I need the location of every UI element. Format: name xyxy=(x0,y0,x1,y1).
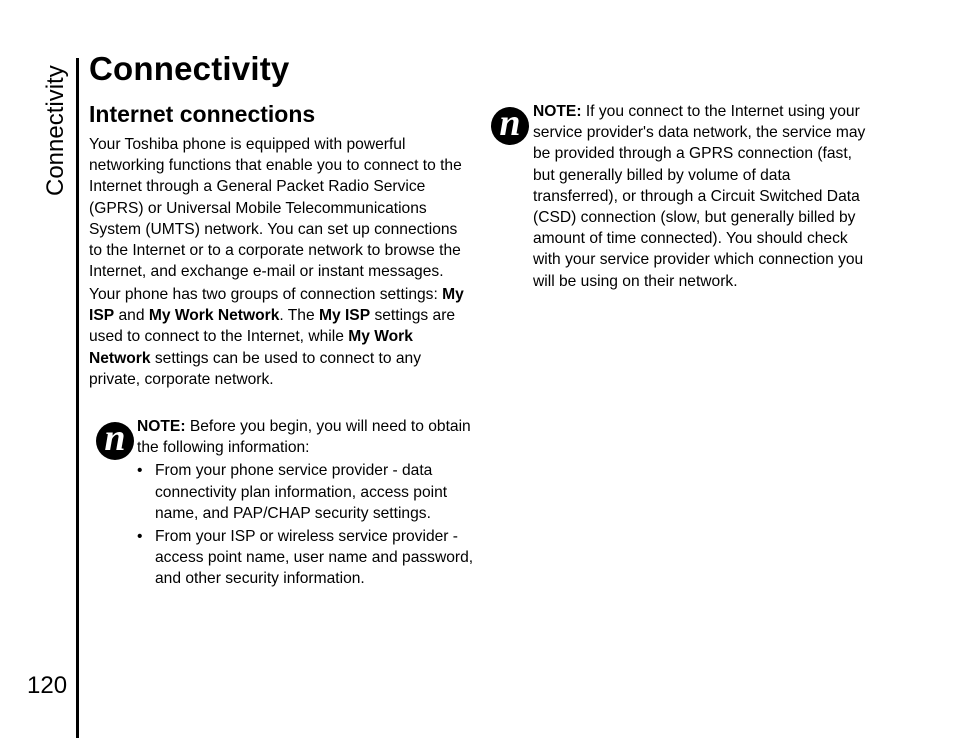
note-intro xyxy=(137,416,476,458)
settings-paragraph xyxy=(89,284,471,390)
note-body xyxy=(533,101,871,292)
note-label: NOTE: xyxy=(137,418,186,435)
settings-text-4: settings are used to connect to the Internet, while xyxy=(89,307,456,346)
left-column xyxy=(89,134,471,391)
side-rule xyxy=(76,58,79,738)
note-service-provider xyxy=(491,101,871,292)
page-number: 120 xyxy=(27,672,68,699)
note-icon: n xyxy=(96,422,134,460)
list-item-text: From your ISP or wireless service provider - access point name, user name and password, and other security information. xyxy=(155,528,474,588)
note-label: NOTE: xyxy=(533,103,582,120)
list-item xyxy=(137,460,476,524)
section-heading: Internet connections xyxy=(89,101,316,127)
bullet-icon: • xyxy=(137,528,143,546)
side-chapter-label: Connectivity xyxy=(42,65,69,196)
requirements-list xyxy=(137,460,476,589)
my-work-network-term: My Work Network xyxy=(148,307,280,325)
my-work-network-term: My Work Network xyxy=(89,328,413,367)
bullet-icon: • xyxy=(137,462,143,480)
note-icon: n xyxy=(491,107,529,145)
my-isp-term: My ISP xyxy=(318,307,371,325)
page-title: Connectivity xyxy=(89,50,290,87)
note-before-you-begin xyxy=(96,416,476,592)
note-paragraph xyxy=(533,101,871,292)
note-text: If you connect to the Internet using your service provider's data network, the service may be provided through a GPRS connection (fast, but generally billed by volume of data transferred), or through a Circuit Switched Data (CSD) connection (slow, but generally billed by amount of time connected). You should check with your service provider which connection you will be using on their network. xyxy=(533,103,866,290)
list-item xyxy=(137,526,476,590)
note-body xyxy=(137,416,476,590)
note-text: Before you begin, you will need to obtain the following information: xyxy=(137,418,471,457)
intro-paragraph: Your Toshiba phone is equipped with powerful networking functions that enable you to connect to the Internet through a General Packet Radio Service (GPRS) or Universal Mobile Telecommunications System (UMTS) network. You can set up connections to the Internet or to a corporate network to browse the Internet, and exchange e-mail or instant messages. xyxy=(89,136,462,281)
settings-text-5: settings can be used to connect to any private, corporate network. xyxy=(89,349,422,388)
settings-text-2: and xyxy=(114,307,149,325)
my-isp-term: My ISP xyxy=(89,285,464,325)
settings-text-3: . The xyxy=(279,307,319,325)
settings-text-1: Your phone has two groups of connection settings: xyxy=(89,285,443,303)
list-item-text: From your phone service provider - data connectivity plan information, access point name, and PAP/CHAP security settings. xyxy=(155,462,448,522)
